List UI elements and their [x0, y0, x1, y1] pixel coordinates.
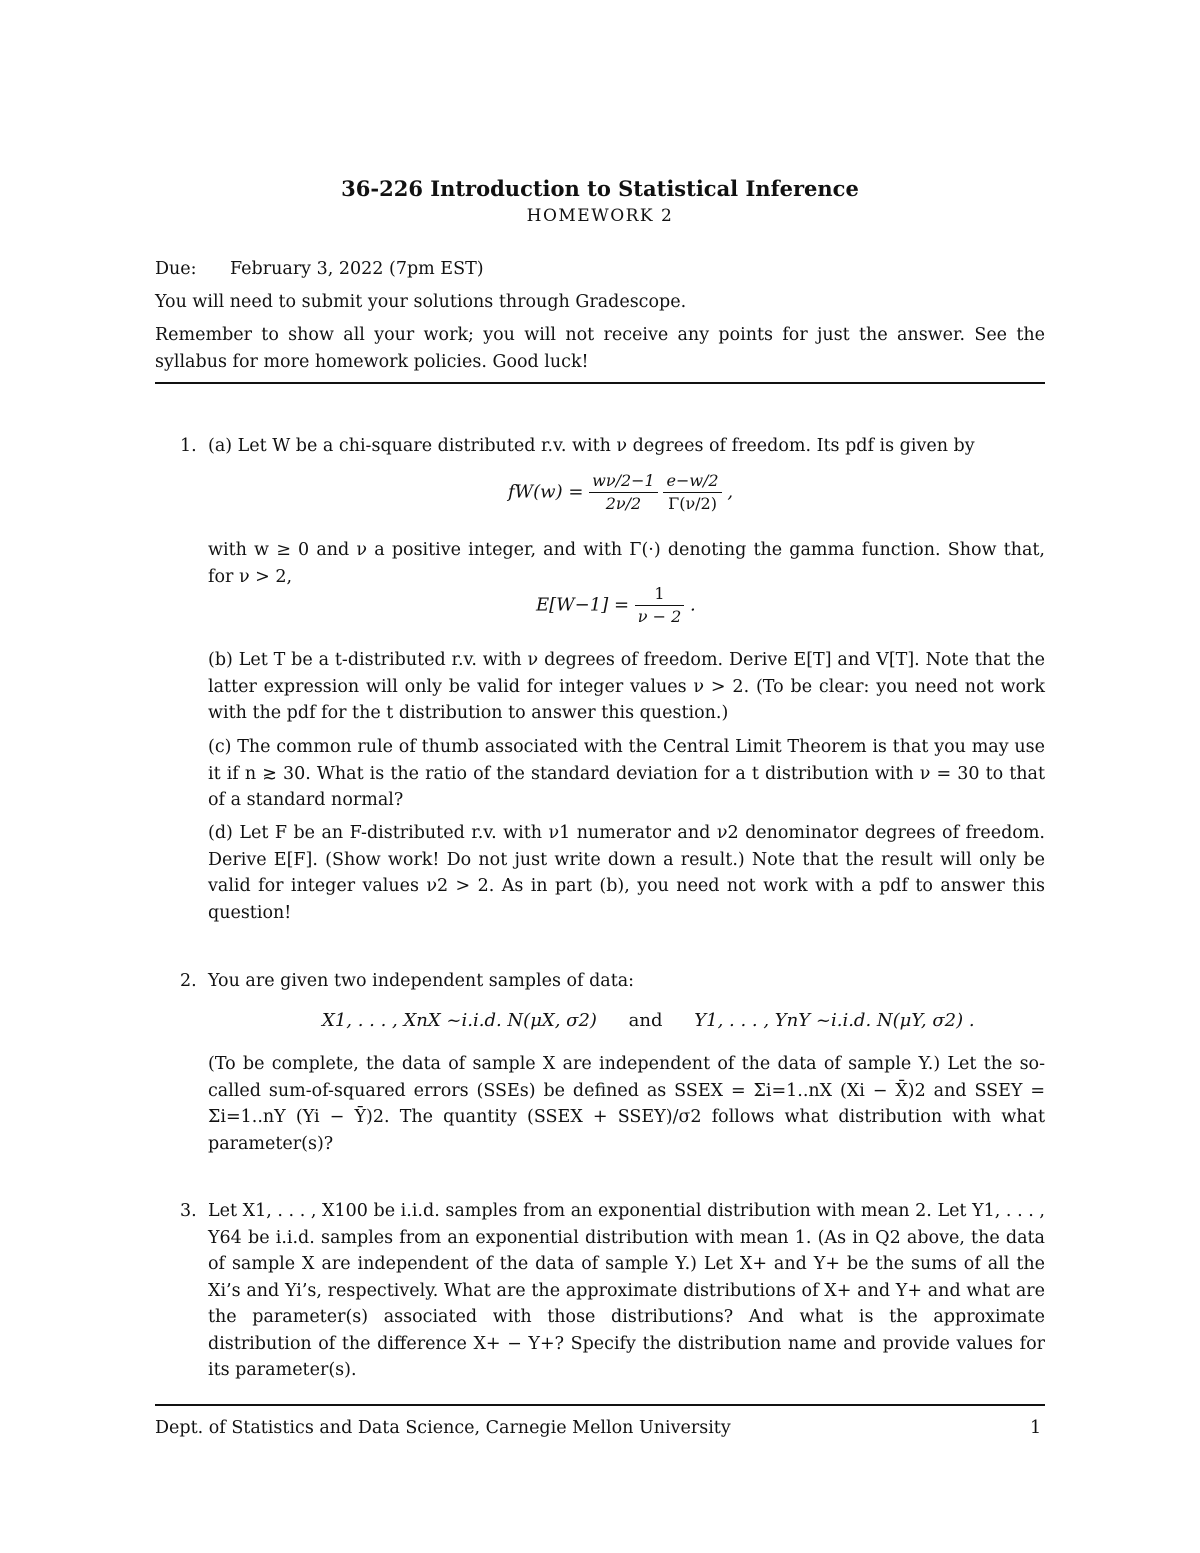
page-number: 1 — [1030, 1418, 1042, 1438]
due-label: Due: — [155, 259, 197, 279]
q2-samples-equation — [322, 1010, 975, 1031]
q1-pdf-fraction-1 — [589, 470, 658, 515]
q1-part-c: (c) The common rule of thumb associated with the Central Limit Theorem is that you may use it if n ≳ 30. What is the ratio of the standard deviation for a t distribution with ν = 30 to that of a standard normal? — [208, 737, 1045, 810]
q2-intro: You are given two independent samples of data: — [208, 971, 635, 991]
due-date: February 3, 2022 (7pm EST) — [230, 259, 484, 279]
q1-expect-lhs: E[W−1] = — [536, 594, 630, 616]
q1-pdf-den2: Γ(ν/2) — [663, 492, 721, 515]
q2-sample-y: Y1, . . . , YnY ~i.i.d. N(μY, σ2) . — [694, 1010, 975, 1031]
q1-pdf-lhs: fW(w) = — [508, 481, 584, 503]
q1-expect-num: 1 — [654, 584, 665, 603]
q1-expectation-equation — [536, 583, 696, 628]
q1-number: 1. — [180, 436, 197, 456]
q1-part-d: (d) Let F be an F-distributed r.v. with ν1 numerator and ν2 denominator degrees of freedom. Derive E[F]. (Show work! Do not just write down a result.) Note that the result will only be valid for integer values ν2 > 2. As in part (b), you need not work with a pdf to answer this question! — [208, 823, 1045, 923]
footer-department: Dept. of Statistics and Data Science, Carnegie Mellon University — [155, 1418, 731, 1438]
q1-part-b: (b) Let T be a t-distributed r.v. with ν degrees of freedom. Derive E[T] and V[T]. Note that the latter expression will only be valid for integer values ν > 2. (To be clear: you need not work with the pdf for the t distribution to answer this question.) — [208, 650, 1045, 723]
q1-expect-den: ν − 2 — [635, 605, 684, 628]
q3-body: Let X1, . . . , X100 be i.i.d. samples from an exponential distribution with mean 2. Let Y1, . . . , Y64 be i.i.d. samples from an exponential distribution with mean 1. (As in Q2 above, the data of sample X are independent of the data of sample Y.) Let X+ and Y+ be the sums of all the Xi’s and Yi’s, respectively. What are the approximate distributions of X+ and Y+ and what are the parameter(s) associated with those distributions? And what is the approximate distribution of the difference X+ − Y+? Specify the distribution name and provide values for its parameter(s). — [208, 1201, 1045, 1380]
q2-number: 2. — [180, 971, 197, 991]
q1-pdf-equation — [508, 470, 733, 515]
q3-number: 3. — [180, 1201, 197, 1221]
q1-pdf-num1: wν/2−1 — [592, 471, 655, 490]
q1-part-a-condition: with w ≥ 0 and ν a positive integer, and with Γ(·) denoting the gamma function. Show that, for ν > 2, — [208, 540, 1045, 587]
q1-pdf-fraction-2 — [663, 470, 721, 515]
q2-and: and — [628, 1010, 663, 1031]
instruction-policy: Remember to show all your work; you will not receive any points for just the answer. See the syllabus for more homework policies. Good luck! — [155, 325, 1045, 372]
q1-pdf-den1: 2ν/2 — [589, 492, 658, 515]
q2-body: (To be complete, the data of sample X are independent of the data of sample Y.) Let the so-called sum-of-squared errors (SSEs) be defined as SSEX = Σi=1..nX (Xi − X̄)2 and SSEY = Σi=1..nY (Yi − Ȳ)2. The quantity (SSEX + SSEY)/σ2 follows what distribution with what parameter(s)? — [208, 1054, 1045, 1154]
page-subtitle: HOMEWORK 2 — [526, 206, 674, 226]
q1-part-a-text: (a) Let W be a chi-square distributed r.v. with ν degrees of freedom. Its pdf is given by — [208, 436, 975, 456]
q2-sample-x: X1, . . . , XnX ~i.i.d. N(μX, σ2) — [322, 1010, 597, 1031]
q1-expect-fraction — [635, 583, 684, 628]
header-divider — [155, 382, 1045, 384]
footer-divider — [155, 1404, 1045, 1406]
instruction-submit: You will need to submit your solutions through Gradescope. — [155, 292, 687, 312]
q1-pdf-num2: e−w/2 — [666, 471, 719, 490]
q1-pdf-end: , — [727, 481, 734, 503]
q1-expect-end: . — [689, 594, 696, 616]
page-title: 36-226 Introduction to Statistical Inference — [341, 176, 859, 201]
